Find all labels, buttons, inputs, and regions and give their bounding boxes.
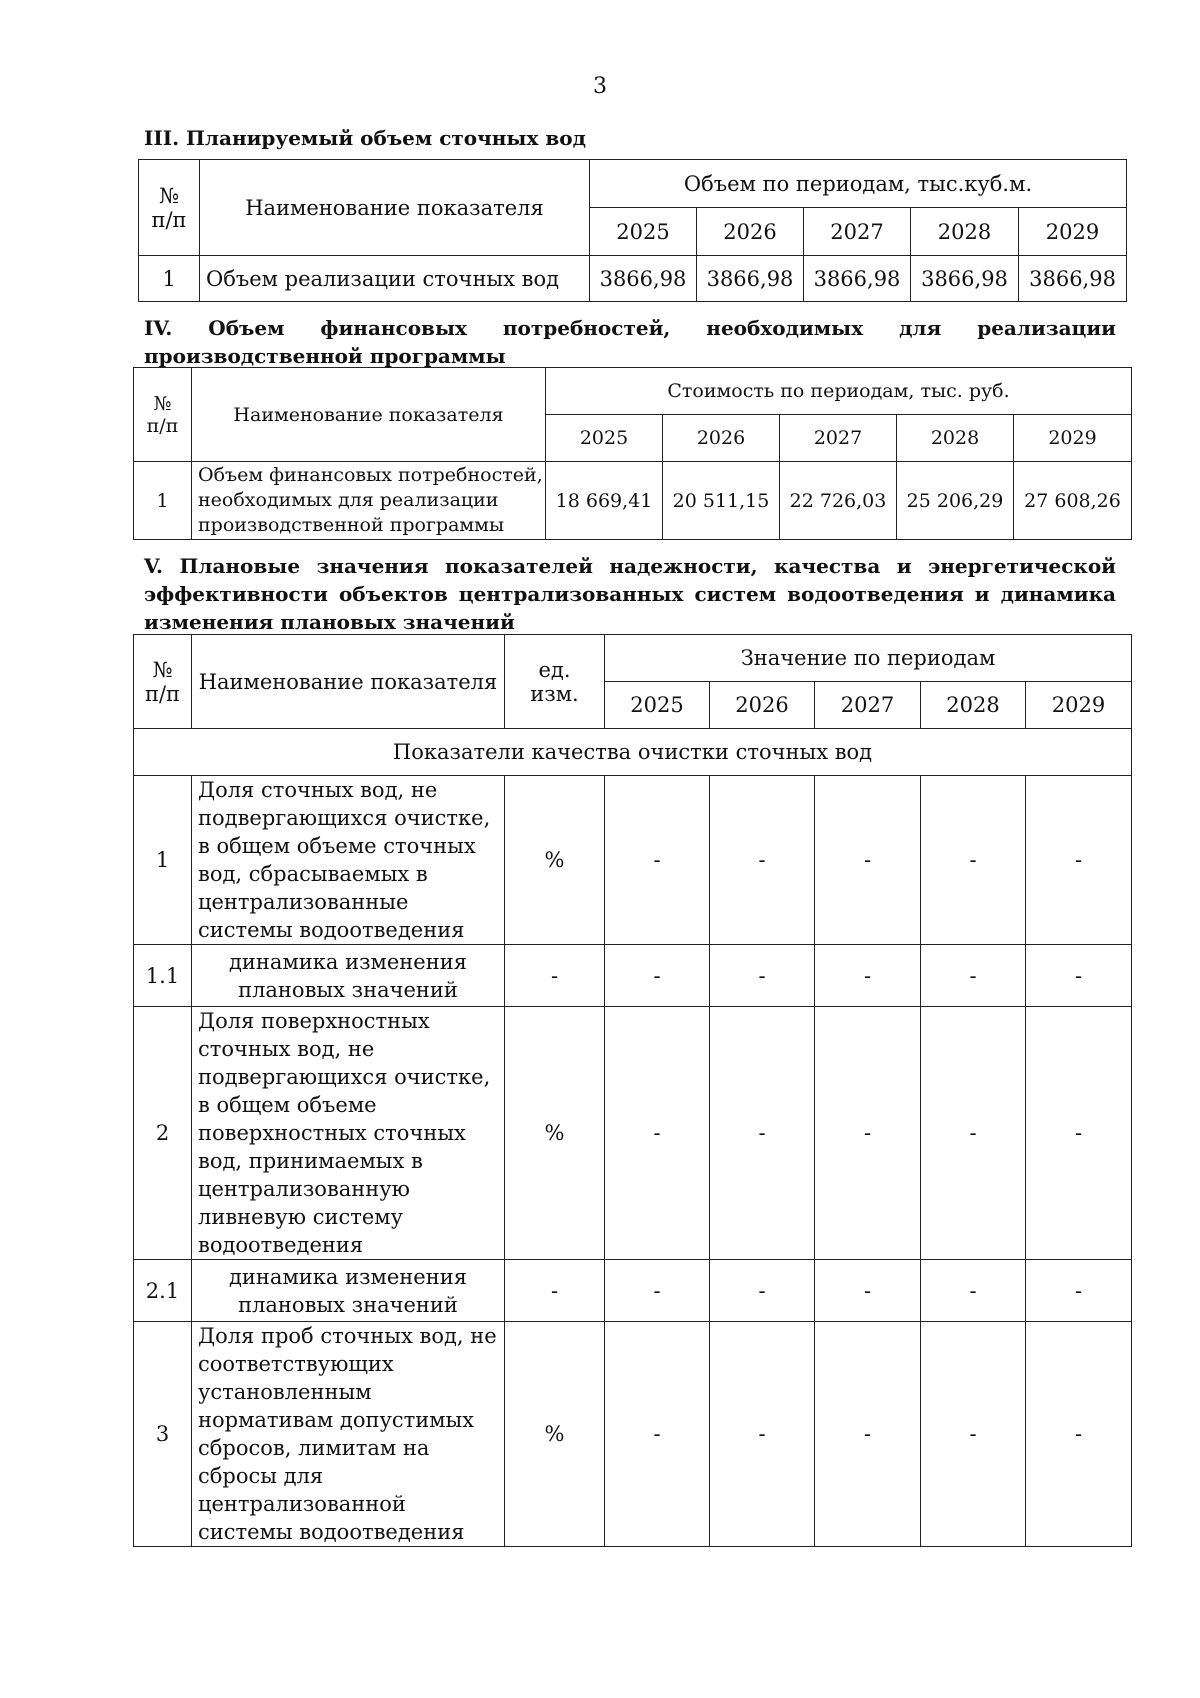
- year-cell: 2029: [1014, 415, 1132, 462]
- row-no: 3: [134, 1322, 192, 1547]
- quality-indicators-table: [133, 634, 1132, 1547]
- table-row: [134, 1260, 1132, 1322]
- header-no: № п/п: [139, 160, 200, 256]
- value-cell: -: [1026, 945, 1132, 1007]
- value-cell: -: [710, 1260, 815, 1322]
- value-cell: -: [710, 1322, 815, 1547]
- row-no: 1: [139, 256, 200, 302]
- table-row: [134, 945, 1132, 1007]
- year-cell: 2026: [710, 682, 815, 729]
- year-cell: 2025: [546, 415, 663, 462]
- row-unit: -: [505, 1260, 605, 1322]
- table-row: [139, 256, 1127, 302]
- value-cell: -: [710, 776, 815, 945]
- value-cell: -: [1026, 1007, 1132, 1260]
- year-cell: 2026: [663, 415, 780, 462]
- year-cell: 2025: [590, 208, 697, 256]
- value-cell: 3866,98: [697, 256, 804, 302]
- value-cell: -: [605, 945, 710, 1007]
- value-cell: 20 511,15: [663, 462, 780, 540]
- row-name: Доля сточных вод, не подвергающихся очистке, в общем объеме сточных вод, сбрасываемых в централизованные системы водоотведения: [192, 776, 505, 945]
- row-unit: %: [505, 776, 605, 945]
- row-no: 2: [134, 1007, 192, 1260]
- row-no: 1.1: [134, 945, 192, 1007]
- table-row: [134, 776, 1132, 945]
- header-periods: Значение по периодам: [605, 635, 1132, 682]
- value-cell: -: [1026, 1322, 1132, 1547]
- header-name: Наименование показателя: [200, 160, 590, 256]
- row-name: динамика изменения плановых значений: [192, 945, 505, 1007]
- row-unit: %: [505, 1322, 605, 1547]
- year-cell: 2029: [1019, 208, 1127, 256]
- value-cell: 3866,98: [590, 256, 697, 302]
- header-periods: Объем по периодам, тыс.куб.м.: [590, 160, 1127, 208]
- value-cell: 3866,98: [804, 256, 911, 302]
- value-cell: -: [710, 945, 815, 1007]
- table-row: [134, 1322, 1132, 1547]
- value-cell: -: [815, 776, 921, 945]
- value-cell: -: [815, 1260, 921, 1322]
- group-label: Показатели качества очистки сточных вод: [134, 729, 1132, 776]
- row-name: динамика изменения плановых значений: [192, 1260, 505, 1322]
- table-row: [134, 462, 1132, 540]
- year-cell: 2026: [697, 208, 804, 256]
- row-name: Объем финансовых потребностей, необходимых для реализации производственной программы: [192, 462, 546, 540]
- year-cell: 2027: [804, 208, 911, 256]
- section-4-title: IV. Объем финансовых потребностей, необходимых для реализации производственной программы: [144, 316, 1116, 368]
- header-name: Наименование показателя: [192, 635, 505, 729]
- value-cell: 18 669,41: [546, 462, 663, 540]
- row-name: Доля проб сточных вод, не соответствующих установленным нормативам допустимых сбросов, лимитам на сбросы для централизованной системы водоотведения: [192, 1322, 505, 1547]
- value-cell: -: [605, 1322, 710, 1547]
- value-cell: -: [605, 1260, 710, 1322]
- header-name: Наименование показателя: [192, 368, 546, 462]
- year-cell: 2028: [911, 208, 1019, 256]
- row-no: 1: [134, 776, 192, 945]
- page-number: 3: [593, 74, 607, 99]
- section-3-title: III. Планируемый объем сточных вод: [144, 126, 586, 150]
- header-no: № п/п: [134, 368, 192, 462]
- value-cell: -: [921, 1260, 1026, 1322]
- financial-needs-table: [133, 367, 1132, 540]
- header-unit: ед. изм.: [505, 635, 605, 729]
- row-no: 2.1: [134, 1260, 192, 1322]
- value-cell: -: [710, 1007, 815, 1260]
- value-cell: 22 726,03: [780, 462, 897, 540]
- year-cell: 2028: [921, 682, 1026, 729]
- header-periods: Стоимость по периодам, тыс. руб.: [546, 368, 1132, 415]
- header-no: № п/п: [134, 635, 192, 729]
- year-cell: 2027: [780, 415, 897, 462]
- section-5-title: V. Плановые значения показателей надежности, качества и энергетической эффективности объектов централизованных систем водоотведения и динамика изменения плановых значений: [144, 554, 1116, 634]
- row-unit: %: [505, 1007, 605, 1260]
- table-row: [134, 1007, 1132, 1260]
- year-cell: 2027: [815, 682, 921, 729]
- value-cell: -: [1026, 776, 1132, 945]
- value-cell: -: [1026, 1260, 1132, 1322]
- year-cell: 2025: [605, 682, 710, 729]
- sewage-volume-table: [138, 159, 1127, 302]
- value-cell: -: [921, 945, 1026, 1007]
- value-cell: 25 206,29: [897, 462, 1014, 540]
- value-cell: -: [605, 776, 710, 945]
- value-cell: -: [815, 1322, 921, 1547]
- value-cell: -: [815, 1007, 921, 1260]
- year-cell: 2029: [1026, 682, 1132, 729]
- row-no: 1: [134, 462, 192, 540]
- row-name: Объем реализации сточных вод: [200, 256, 590, 302]
- value-cell: -: [921, 1322, 1026, 1547]
- value-cell: -: [605, 1007, 710, 1260]
- row-unit: -: [505, 945, 605, 1007]
- value-cell: -: [815, 945, 921, 1007]
- value-cell: 3866,98: [911, 256, 1019, 302]
- year-cell: 2028: [897, 415, 1014, 462]
- value-cell: -: [921, 1007, 1026, 1260]
- row-name: Доля поверхностных сточных вод, не подвергающихся очистке, в общем объеме поверхностных сточных вод, принимаемых в централизованную ливневую систему водоотведения: [192, 1007, 505, 1260]
- value-cell: 27 608,26: [1014, 462, 1132, 540]
- value-cell: -: [921, 776, 1026, 945]
- value-cell: 3866,98: [1019, 256, 1127, 302]
